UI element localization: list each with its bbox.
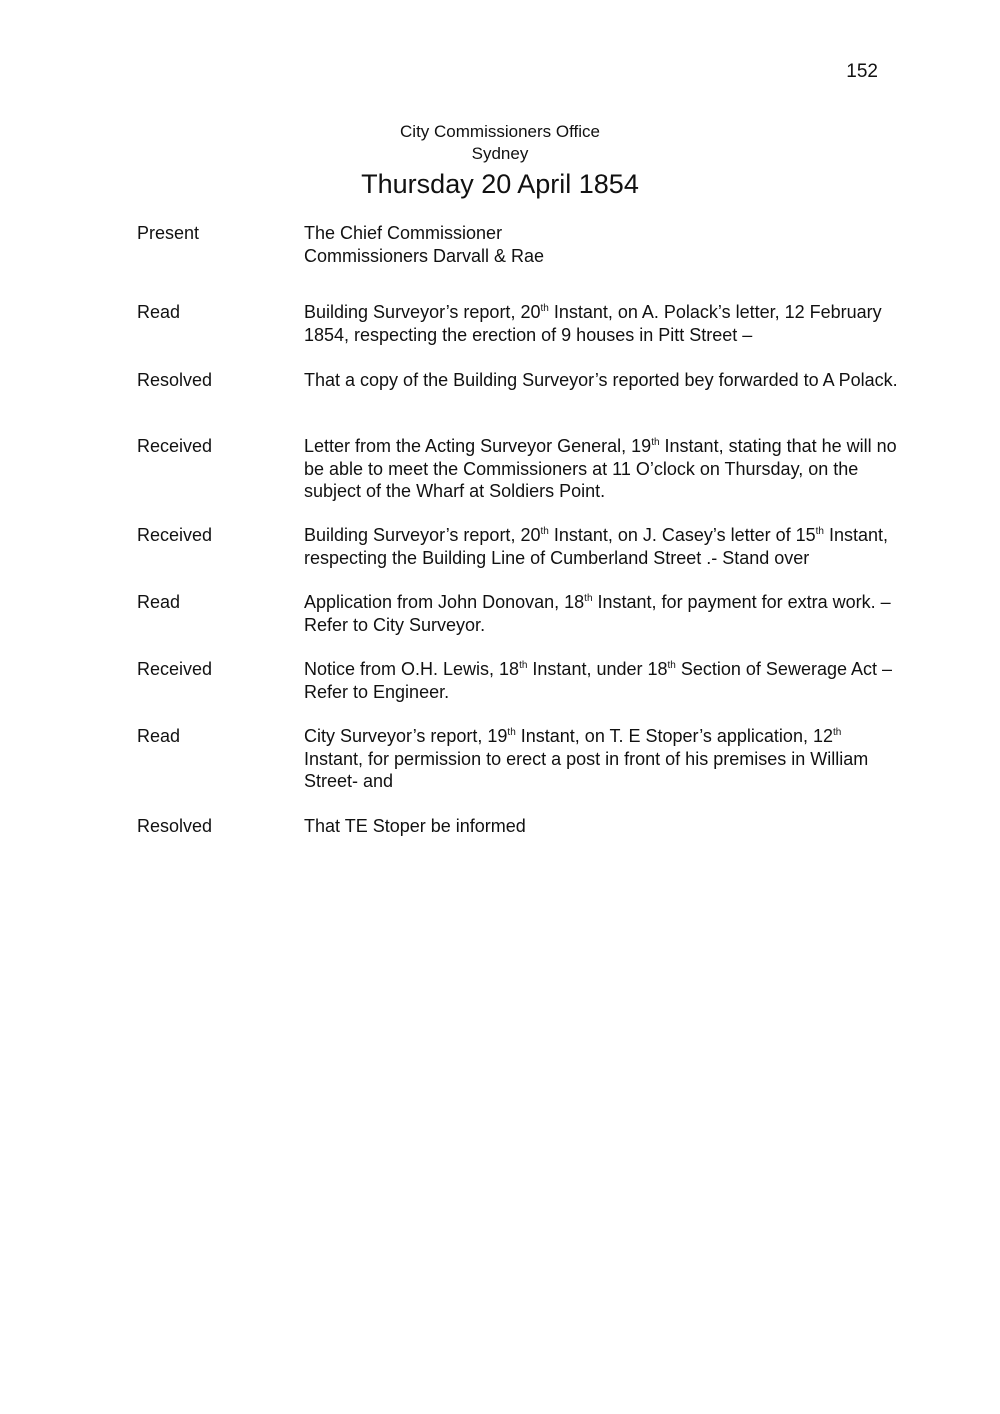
ordinal-suffix: th <box>651 437 660 448</box>
ordinal-suffix: th <box>519 660 528 671</box>
entry-line <box>304 725 924 748</box>
entry-line: Commissioners Darvall & Rae <box>304 245 545 266</box>
ordinal-suffix: th <box>815 526 824 537</box>
entry-text <box>304 301 924 346</box>
document-header <box>0 121 1000 201</box>
entry-line <box>304 591 924 614</box>
entry-text <box>304 222 924 267</box>
line-fragment: Instant, under 18 <box>527 659 668 679</box>
entry-text <box>304 524 924 569</box>
ordinal-suffix: th <box>507 727 516 738</box>
entry-line: subject of the Wharf at Soldiers Point. <box>304 481 606 501</box>
entry-label: Resolved <box>137 816 213 836</box>
line-fragment: Building Surveyor’s report, 20 <box>304 525 541 545</box>
entry-line: Instant, for permission to erect a post in front of his premises in William <box>304 748 869 769</box>
line-fragment: Application from John Donovan, 18 <box>304 592 585 612</box>
line-fragment: Letter from the Acting Surveyor General, 19 <box>304 436 652 456</box>
line-fragment: Notice from O.H. Lewis, 18 <box>304 659 520 679</box>
meeting-date: Thursday 20 April 1854 <box>361 169 639 199</box>
line-fragment: Section of Sewerage Act – <box>675 659 893 679</box>
entry-line: That a copy of the Building Surveyor’s reported bey forwarded to A Polack. <box>304 370 898 390</box>
line-fragment: Instant, on A. Polack’s letter, 12 February <box>548 302 882 322</box>
ordinal-suffix: th <box>540 303 549 314</box>
entry-line: The Chief Commissioner <box>304 223 503 243</box>
entry-line <box>304 301 924 324</box>
entry-line: Refer to City Surveyor. <box>304 614 486 635</box>
entry-line: be able to meet the Commissioners at 11 O’clock on Thursday, on the <box>304 458 859 479</box>
ordinal-suffix: th <box>667 660 676 671</box>
entry-label: Present <box>137 223 200 243</box>
line-fragment: Building Surveyor’s report, 20 <box>304 302 541 322</box>
entry-label: Read <box>137 302 181 322</box>
office-name: City Commissioners Office <box>400 122 600 141</box>
entry-text <box>304 658 924 703</box>
ordinal-suffix: th <box>832 727 842 738</box>
entry-line: Street- and <box>304 771 394 791</box>
entry-line: Refer to Engineer. <box>304 681 450 702</box>
line-fragment: Instant, on T. E Stoper’s application, 12 <box>515 726 833 746</box>
entry-text <box>304 815 924 838</box>
entry-line <box>304 658 924 681</box>
entry-label: Received <box>137 659 213 679</box>
page-number: 152 <box>846 61 878 82</box>
entry-line <box>304 435 924 458</box>
entry-line <box>304 524 924 547</box>
entry-line: respecting the Building Line of Cumberland Street .- Stand over <box>304 547 810 568</box>
line-fragment: Instant, for payment for extra work. – <box>592 592 891 612</box>
line-fragment: Instant, on J. Casey’s letter of 15 <box>548 525 816 545</box>
entry-line: 1854, respecting the erection of 9 houses in Pitt Street – <box>304 324 753 345</box>
entry-text <box>304 435 924 503</box>
line-fragment: Instant, stating that he will no <box>659 436 897 456</box>
entry-text <box>304 591 924 636</box>
entry-label: Read <box>137 592 181 612</box>
entry-label: Read <box>137 726 181 746</box>
ordinal-suffix: th <box>584 593 593 604</box>
entry-label: Resolved <box>137 370 213 390</box>
entry-label: Received <box>137 525 213 545</box>
entry-label: Received <box>137 436 213 456</box>
entry-text <box>304 369 924 392</box>
entry-line: That TE Stoper be informed <box>304 816 526 836</box>
line-fragment: Instant, <box>823 525 889 545</box>
city-name: Sydney <box>471 144 529 163</box>
entry-text <box>304 725 924 793</box>
line-fragment: City Surveyor’s report, 19 <box>304 726 508 746</box>
ordinal-suffix: th <box>540 526 549 537</box>
